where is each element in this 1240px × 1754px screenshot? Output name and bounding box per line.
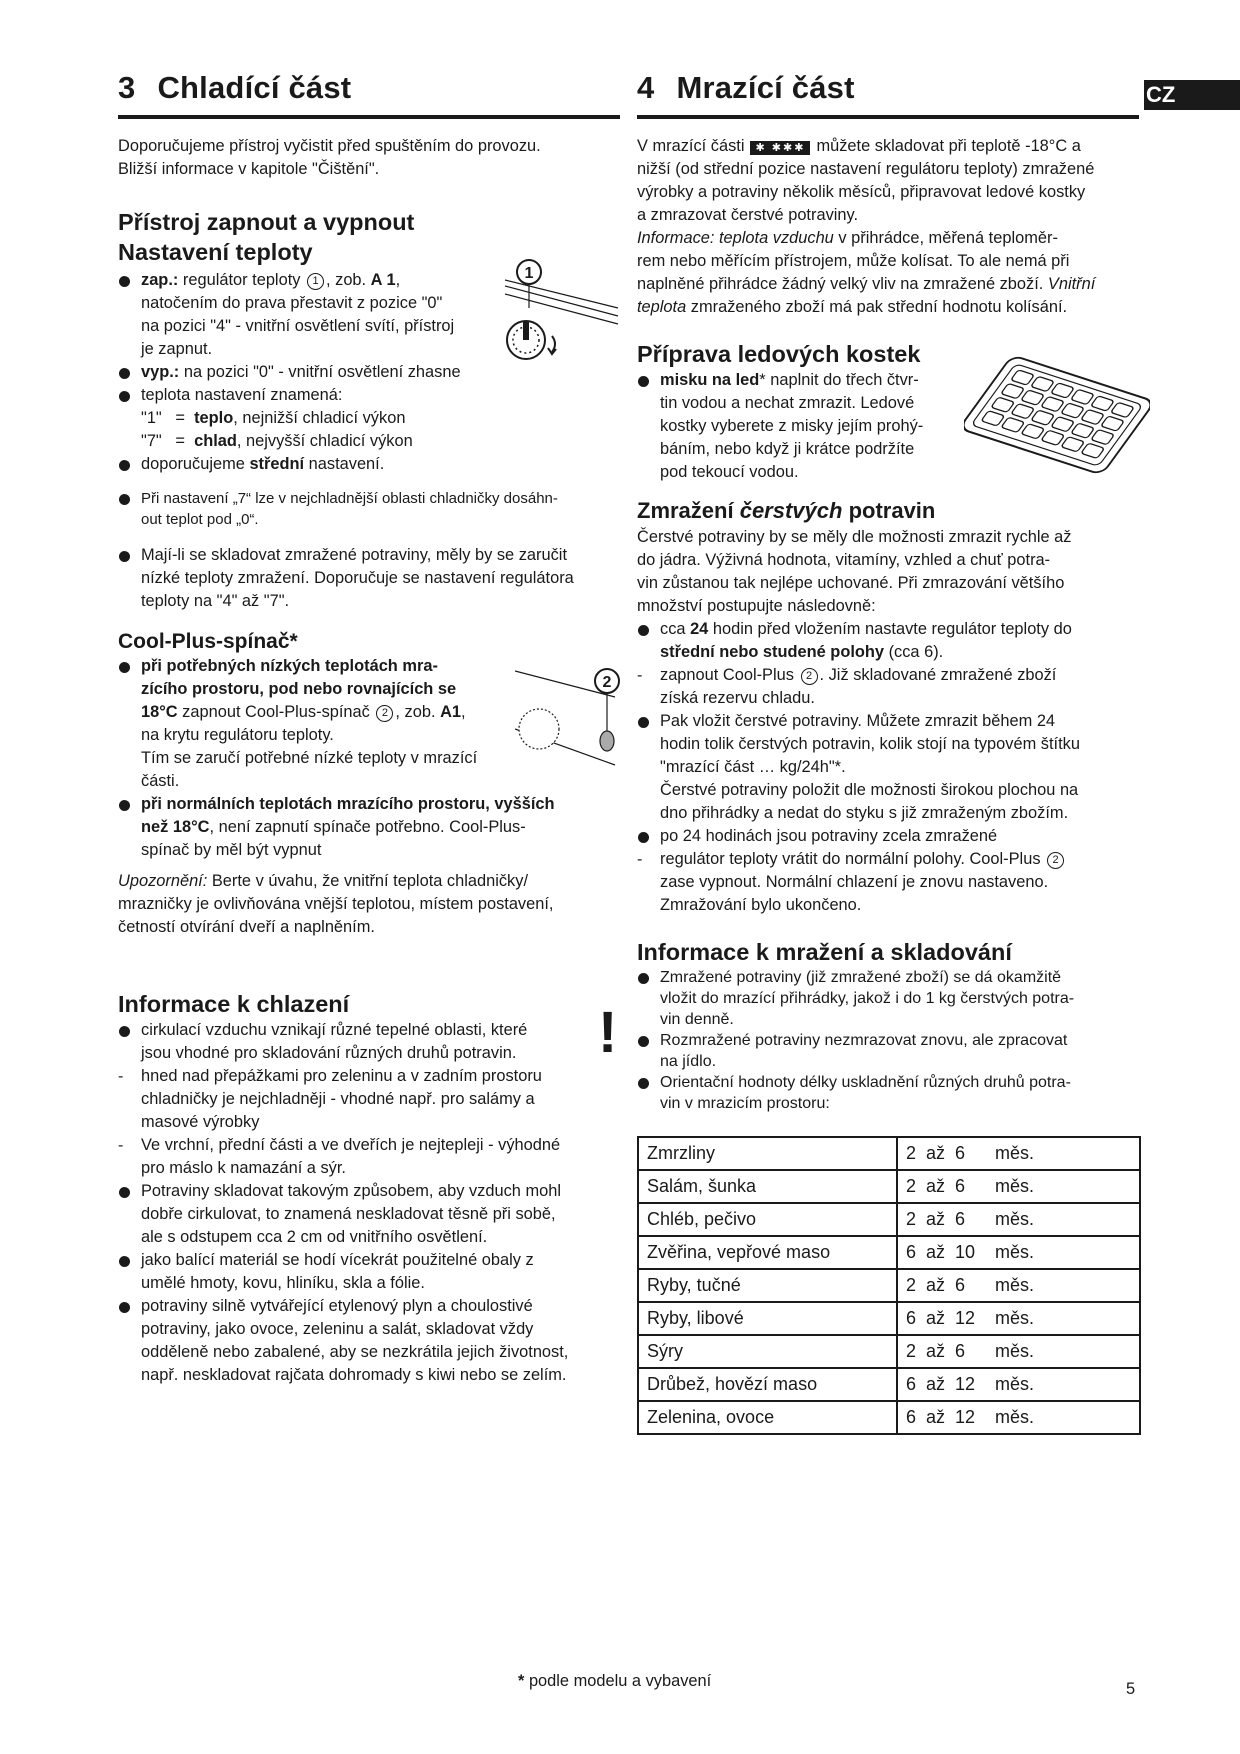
cooling-info-list bbox=[118, 1019, 620, 1387]
food-cell: Ryby, tučné bbox=[638, 1269, 897, 1302]
section-heading: Přístroj zapnout a vypnout bbox=[118, 209, 415, 235]
food-cell: Zmrzliny bbox=[638, 1137, 897, 1170]
svg-text:2: 2 bbox=[602, 674, 612, 691]
section-heading: Cool-Plus-spínač* bbox=[118, 630, 298, 653]
bullet-icon bbox=[119, 494, 130, 505]
bullet-icon bbox=[638, 376, 649, 387]
list-item: - Ve vrchní, přední části a ve dveřích je nejtepleji - výhodné pro máslo k namazání a sýr. bbox=[118, 1136, 561, 1177]
list-item: - regulátor teploty vrátit do normální polohy. Cool-Plus 2 zase vypnout. Normální chlazení je znovu nastaveno. Zmražování bylo ukončeno. bbox=[637, 848, 1145, 917]
bullet-icon bbox=[119, 551, 130, 562]
warning-note: mrazničky je ovlivňována vnější teplotou, místem postavení, bbox=[118, 895, 554, 913]
bullet-icon bbox=[119, 276, 130, 287]
table-row bbox=[638, 1302, 1140, 1335]
duration-cell: 6 až 12 měs. bbox=[897, 1302, 1140, 1335]
list-item: misku na led* naplnit do třech čtvr- tin vodou a nechat zmrazit. Ledové kostky vyberete z misky jejím prohý- báním, nebo když ji krátce podržíte pod tekoucí vodou. bbox=[637, 369, 960, 484]
warning-exclamation-icon: ! bbox=[598, 1000, 618, 1065]
fresh-intro-line: Čerstvé potraviny by se měly dle možnosti zmrazit rychle až bbox=[637, 528, 1072, 546]
intro-line: Doporučujeme přístroj vyčistit před spuštěním do provozu. bbox=[118, 137, 541, 155]
chapter-heading bbox=[118, 70, 620, 119]
list-item: po 24 hodinách jsou potraviny zcela zmražené bbox=[637, 825, 1145, 848]
table-row bbox=[638, 1401, 1140, 1434]
duration-cell: 2 až 6 měs. bbox=[897, 1137, 1140, 1170]
table-row bbox=[638, 1236, 1140, 1269]
table-row bbox=[638, 1269, 1140, 1302]
list-item-continuation: na pozici "4" - vnitřní osvětlení svítí, přístroj bbox=[141, 317, 455, 335]
warning-note: četností otvírání dveří a naplněním. bbox=[118, 918, 375, 936]
bullet-icon bbox=[119, 368, 130, 379]
list-item: zap.: regulátor teploty 1 , zob. A 1, bbox=[118, 269, 488, 292]
fresh-intro-line: do jádra. Výživná hodnota, vitamíny, vzhled a chuť potra- bbox=[637, 551, 1051, 569]
duration-cell: 2 až 6 měs. bbox=[897, 1203, 1140, 1236]
list-item: vyp.: na pozici "0" - vnitřní osvětlení zhasne bbox=[118, 361, 620, 384]
ice-cube-tray-figure bbox=[964, 354, 1150, 476]
circled-number-icon: 2 bbox=[376, 705, 393, 722]
intro-line: a zmrazovat čerstvé potraviny. bbox=[637, 206, 859, 224]
setting-meaning: "7" = chlad, nejvyšší chladicí výkon bbox=[141, 432, 413, 450]
table-row bbox=[638, 1368, 1140, 1401]
bullet-icon bbox=[119, 1026, 130, 1037]
list-item: Rozmražené potraviny nezmrazovat znovu, ale zpracovat na jídlo. bbox=[637, 1030, 1145, 1072]
list-item: jako balící materiál se hodí vícekrát použitelné obaly z umělé hmoty, kovu, hliníku, skla a fólie. bbox=[118, 1249, 620, 1295]
warning-note: Upozornění: Berte v úvahu, že vnitřní teplota chladničky/ bbox=[118, 872, 528, 890]
list-item: - hned nad přepážkami pro zeleninu a v zadním prostoru chladničky je nejchladněji - vhodné např. pro salámy a masové výrobky bbox=[118, 1067, 542, 1131]
bullet-icon bbox=[119, 460, 130, 471]
chapter-heading bbox=[637, 70, 1139, 119]
list-item: při normálních teplotách mrazícího prostoru, vyšších než 18°C, není zapnutí spínače potřebno. Cool-Plus- spínač by měl být vypnut bbox=[118, 793, 620, 862]
list-item: cirkulací vzduchu vznikají různé tepelné oblasti, které jsou vhodné pro skladování různých druhů potravin. bbox=[118, 1019, 620, 1065]
list-item: potraviny silně vytvářející etylenový plyn a choulostivé potraviny, jako ovoce, zeleninu a salát, skladovat vždy odděleně nebo zabalené, aby se nezkrátila jejich životnost, např. neskladovat rajčata dohromady s kiwi nebo se zelím. bbox=[118, 1295, 620, 1387]
section-heading: Nastavení teploty bbox=[118, 239, 313, 265]
list-item: cca 24 hodin před vložením nastavte regulátor teploty do střední nebo studené polohy (cca 6). bbox=[637, 618, 1145, 664]
info-line: rem nebo měřícím přístrojem, může kolísat. To ale nemá při bbox=[637, 252, 1070, 270]
duration-cell: 2 až 6 měs. bbox=[897, 1269, 1140, 1302]
bullet-icon bbox=[119, 1187, 130, 1198]
info-line: Informace: teplota vzduchu v přihrádce, měřená teploměr- bbox=[637, 229, 1058, 247]
language-tab: CZ bbox=[1144, 80, 1240, 110]
list-item: při potřebných nízkých teplotách mra- zícího prostoru, pod nebo rovnajících se 18°C zapnout Cool-Plus-spínač 2 , zob. A1, na krytu regulátoru teploty. Tím se zaručí potřebné nízké teploty v mrazící části. bbox=[118, 655, 620, 793]
duration-cell: 2 až 6 měs. bbox=[897, 1335, 1140, 1368]
section-heading: Příprava ledových kostek bbox=[637, 341, 921, 367]
bullet-icon bbox=[119, 1256, 130, 1267]
chapter-number: 4 bbox=[637, 70, 655, 105]
section-heading: Informace k mražení a skladování bbox=[637, 939, 1012, 965]
info-line: teplota zmraženého zboží má pak střední hodnotu kolísání. bbox=[637, 298, 1068, 316]
intro-line: výrobky a potraviny několik měsíců, připravovat ledové kostky bbox=[637, 183, 1086, 201]
circled-number-icon: 2 bbox=[801, 668, 818, 685]
food-cell: Chléb, pečivo bbox=[638, 1203, 897, 1236]
bullet-icon bbox=[119, 391, 130, 402]
food-cell: Ryby, libové bbox=[638, 1302, 897, 1335]
intro-line: nižší (od střední pozice nastavení regulátoru teploty) zmražené bbox=[637, 160, 1095, 178]
list-item: teplota nastavení znamená: bbox=[118, 384, 620, 407]
section-heading: Zmražení čerstvých potravin bbox=[637, 498, 936, 523]
circled-number-icon: 2 bbox=[1047, 852, 1064, 869]
page-number: 5 bbox=[1126, 1680, 1136, 1698]
temperature-regulator-figure bbox=[500, 256, 620, 366]
chapter-number: 3 bbox=[118, 70, 136, 105]
list-item-continuation: je zapnut. bbox=[141, 340, 213, 358]
intro-line: Bližší informace v kapitole "Čištění". bbox=[118, 160, 380, 178]
list-item: Mají-li se skladovat zmražené potraviny, měly by se zaručit nízké teploty zmražení. Doporučuje se nastavení regulátora teploty na "4" až "7". bbox=[118, 544, 620, 613]
section-heading: Informace k chlazení bbox=[118, 991, 350, 1017]
bullet-icon bbox=[119, 1302, 130, 1313]
list-item: doporučujeme střední nastavení. bbox=[118, 453, 620, 476]
list-item: Orientační hodnoty délky uskladnění různých druhů potra- vin v mrazicím prostoru: bbox=[637, 1072, 1145, 1114]
four-star-freezer-icon: ✱ ✱✱✱ bbox=[750, 141, 810, 155]
table-row bbox=[638, 1137, 1140, 1170]
bullet-icon bbox=[638, 832, 649, 843]
duration-cell: 6 až 10 měs. bbox=[897, 1236, 1140, 1269]
bullet-icon bbox=[638, 717, 649, 728]
chapter-title: Mrazící část bbox=[676, 70, 855, 105]
duration-cell: 6 až 12 měs. bbox=[897, 1368, 1140, 1401]
cool-plus-switch-figure bbox=[515, 663, 625, 773]
table-row bbox=[638, 1170, 1140, 1203]
fresh-intro-line: vin zůstanou tak nejlépe uchované. Při zmrazování většího bbox=[637, 574, 1065, 592]
svg-text:1: 1 bbox=[524, 265, 534, 282]
storage-table bbox=[637, 1136, 1141, 1435]
food-cell: Salám, šunka bbox=[638, 1170, 897, 1203]
footnote: * podle modelu a vybavení bbox=[518, 1672, 712, 1690]
circled-number-icon: 1 bbox=[307, 273, 324, 290]
bullet-icon bbox=[119, 662, 130, 673]
list-item: Potraviny skladovat takovým způsobem, aby vzduch mohl dobře cirkulovat, to znamená neskladovat těsně při sobě, ale s odstupem cca 2 cm od vnitřního osvětlení. bbox=[118, 1180, 620, 1249]
list-item: Pak vložit čerstvé potraviny. Můžete zmrazit během 24 hodin tolik čerstvých potravin, kolik stojí na typovém štítku "mrazící část … kg/24h"*. Čerstvé potraviny položit dle možnosti širokou plochou na dno přihrádky a nedat do styku s již zmraženým zbožím. bbox=[637, 710, 1145, 825]
food-cell: Zelenina, ovoce bbox=[638, 1401, 897, 1434]
note-item: Při nastavení „7“ lze v nejchladnější oblasti chladničky dosáhn- out teplot pod „0“. bbox=[118, 488, 620, 530]
bullet-icon bbox=[638, 625, 649, 636]
food-cell: Sýry bbox=[638, 1335, 897, 1368]
info-line: naplněné přihrádce žádný velký vliv na zmražené zboží. Vnitřní bbox=[637, 275, 1096, 293]
duration-cell: 6 až 12 měs. bbox=[897, 1401, 1140, 1434]
food-cell: Zvěřina, vepřové maso bbox=[638, 1236, 897, 1269]
bullet-icon bbox=[119, 800, 130, 811]
right-column bbox=[637, 70, 1145, 1435]
setting-meaning: "1" = teplo, nejnižší chladicí výkon bbox=[141, 409, 406, 427]
list-item-continuation: natočením do prava přestavit z pozice "0" bbox=[141, 294, 443, 312]
table-row bbox=[638, 1335, 1140, 1368]
fresh-intro-line: množství postupujte následovně: bbox=[637, 597, 876, 615]
bullet-icon bbox=[638, 973, 649, 984]
list-item: - zapnout Cool-Plus 2 . Již skladované zmražené zboží získá rezervu chladu. bbox=[637, 666, 1057, 707]
intro-line: V mrazící části ✱ ✱✱✱ můžete skladovat při teplotě -18°C a bbox=[637, 137, 1081, 155]
duration-cell: 2 až 6 měs. bbox=[897, 1170, 1140, 1203]
bullet-icon bbox=[638, 1036, 649, 1047]
bullet-icon bbox=[638, 1078, 649, 1089]
list-item: Zmražené potraviny (již zmražené zboží) se dá okamžitě vložit do mrazící přihrádky, jakož i do 1 kg čerstvých potra- vin denně. bbox=[637, 967, 1145, 1030]
chapter-title: Chladící část bbox=[157, 70, 352, 105]
table-row bbox=[638, 1203, 1140, 1236]
food-cell: Drůbež, hovězí maso bbox=[638, 1368, 897, 1401]
